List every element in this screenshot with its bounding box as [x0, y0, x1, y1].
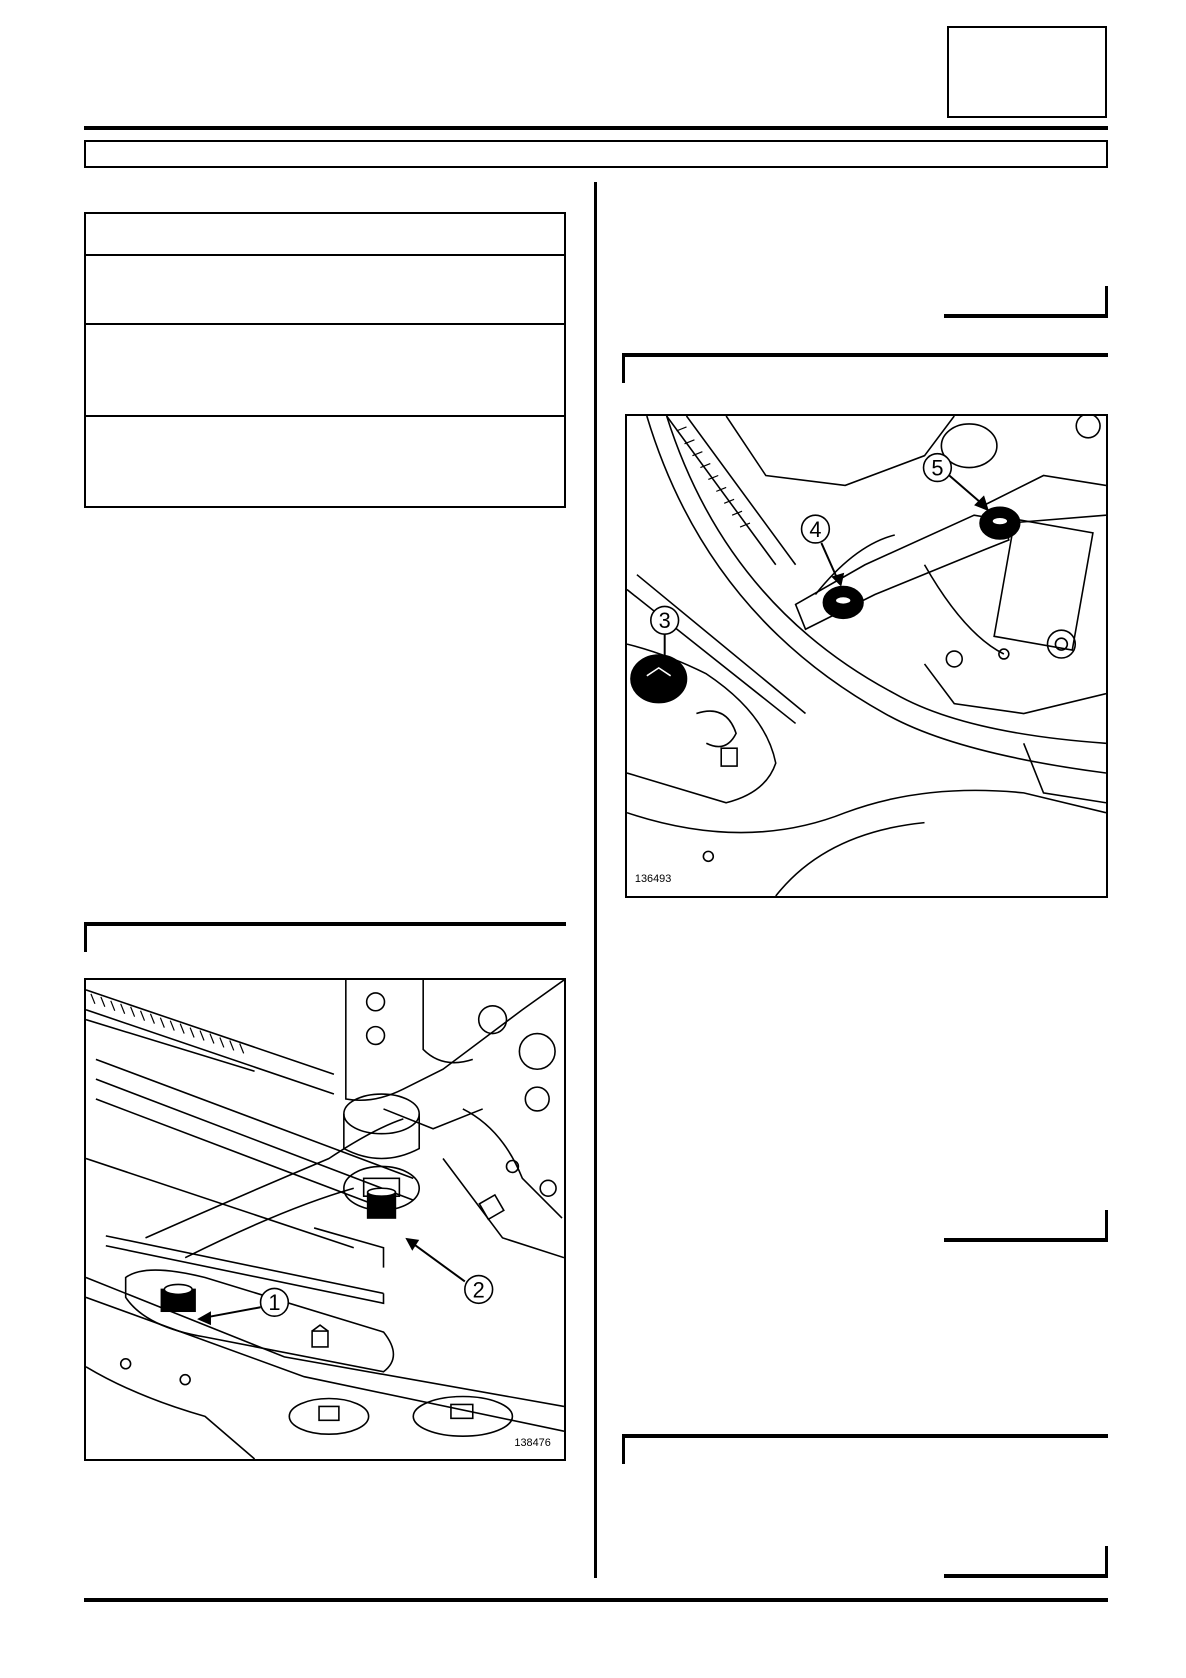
- callout-3: 3: [658, 608, 671, 634]
- callout-5: 5: [931, 455, 944, 481]
- end-marker-3: [944, 1546, 1108, 1578]
- table-row: [86, 256, 564, 325]
- specification-table: [84, 212, 566, 508]
- callout-4: 4: [809, 516, 822, 542]
- section-heading-right-1: [622, 353, 1108, 383]
- footer-rule: [84, 1598, 1108, 1602]
- section-heading-left: [84, 922, 566, 952]
- callout-2: 2: [472, 1277, 485, 1303]
- end-marker-2: [944, 1210, 1108, 1242]
- column-divider: [594, 182, 597, 1578]
- figure-image-number: 136493: [634, 873, 672, 886]
- figure-subframe-mounting: [84, 978, 566, 1461]
- section-heading-right-2: [622, 1434, 1108, 1464]
- figure-arm-mounting: [625, 414, 1108, 898]
- table-row: [86, 214, 564, 256]
- figure-drawing: [86, 980, 564, 1459]
- table-row: [86, 325, 564, 417]
- title-bar: [84, 140, 1108, 168]
- figure-image-number: 138476: [514, 1437, 551, 1450]
- end-marker-1: [944, 286, 1108, 318]
- table-row: [86, 417, 564, 506]
- header-rule: [84, 126, 1108, 130]
- callout-1: 1: [268, 1290, 281, 1316]
- figure-drawing: [627, 416, 1106, 896]
- section-number-box: [947, 26, 1107, 118]
